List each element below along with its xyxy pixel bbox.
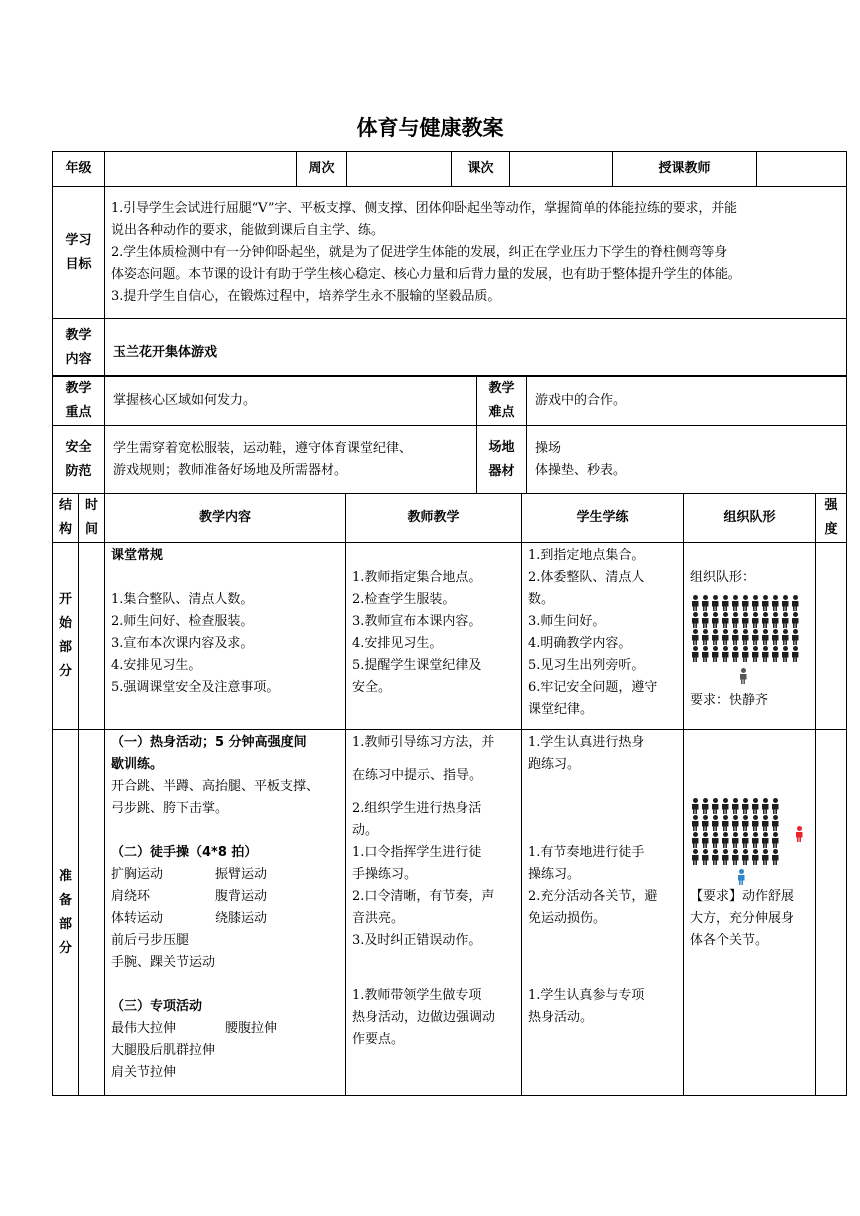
person-icon	[771, 849, 780, 865]
person-icon	[781, 646, 790, 662]
section-start-label: 开 始 部 分	[53, 543, 79, 730]
person-icon-red	[795, 826, 804, 842]
formation-diagram-start	[690, 595, 809, 684]
person-icon	[771, 629, 780, 645]
goals-label: 学习 目标	[53, 187, 105, 319]
special-title: （三）专项活动	[111, 999, 203, 1014]
person-icon	[701, 629, 710, 645]
week-label: 周次	[297, 152, 347, 187]
difficulty-label: 教学 难点	[477, 376, 527, 426]
person-icon	[751, 629, 760, 645]
person-icon	[711, 849, 720, 865]
grade-value	[105, 152, 297, 187]
person-icon	[741, 595, 750, 611]
person-icon	[761, 646, 770, 662]
person-icon	[711, 798, 720, 814]
person-icon	[761, 849, 770, 865]
venue-text: 操场 体操垫、秒表。	[527, 426, 847, 494]
person-icon	[761, 798, 770, 814]
person-icon	[721, 798, 730, 814]
person-icon	[711, 815, 720, 831]
start-content-item: 2.师生问好、检查服装。	[111, 614, 254, 629]
safety-label: 安全 防范	[53, 426, 105, 494]
person-icon	[771, 815, 780, 831]
person-icon	[691, 629, 700, 645]
key-value: 掌握核心区域如何发力。	[105, 376, 477, 426]
start-content-item: 1.集合整队、清点人数。	[111, 592, 254, 607]
person-icon	[771, 798, 780, 814]
person-icon	[741, 612, 750, 628]
goals-text	[105, 187, 847, 319]
person-icon	[721, 612, 730, 628]
person-icon	[741, 849, 750, 865]
section-start-time	[79, 543, 105, 730]
person-icon	[761, 595, 770, 611]
goal-line: 1.引导学生会试进行屈腿“V”字、平板支撑、侧支撑、团体仰卧起坐等动作，掌握简单的体能拉练的要求，并能	[111, 200, 737, 216]
person-icon	[691, 595, 700, 611]
lesson-label: 课次	[452, 152, 510, 187]
person-icon	[741, 832, 750, 848]
col-intensity: 强 度	[816, 494, 847, 543]
start-teacher: 1.教师指定集合地点。 2.检查学生服装。 3.教师宣布本课内容。 4.安排见习生。 5.提醒学生课堂纪律及 安全。	[346, 543, 522, 730]
person-icon	[701, 849, 710, 865]
person-icon	[741, 646, 750, 662]
person-icon	[781, 629, 790, 645]
person-icon	[711, 646, 720, 662]
person-icon	[721, 849, 730, 865]
col-structure: 结 构	[53, 494, 79, 543]
section-prep-label: 准 备 部 分	[53, 730, 79, 1096]
person-icon	[691, 832, 700, 848]
week-value	[347, 152, 452, 187]
person-icon	[751, 815, 760, 831]
person-icon	[751, 832, 760, 848]
goal-line: 2.学生体质检测中有一分钟仰卧起坐，就是为了促进学生体能的发展，纠正在学业压力下学生的脊柱侧弯等身	[111, 244, 728, 260]
person-icon	[701, 612, 710, 628]
person-icon	[731, 815, 740, 831]
person-icon	[731, 849, 740, 865]
person-icon	[691, 798, 700, 814]
prep-teacher: 1.教师引导练习方法，并 在练习中提示、指导。 2.组织学生进行热身活 动。 1.口令指挥学生进行徒 手操练习。 2.口令清晰，有节奏，声 音洪亮。 3.及时纠正错误动作。 1.教师带领学生做专项 热身活动，边做边强调动 作要点。	[346, 730, 522, 1096]
person-icon	[761, 612, 770, 628]
person-icon	[721, 832, 730, 848]
person-icon	[781, 595, 790, 611]
key-table	[52, 375, 847, 494]
teacher-person-icon	[737, 869, 746, 885]
goal-line: 说出各种动作的要求，能做到课后自主学、练。	[111, 222, 385, 238]
person-icon	[721, 646, 730, 662]
person-icon	[751, 612, 760, 628]
prep-student: 1.学生认真进行热身 跑练习。 1.有节奏地进行徒手 操练习。 2.充分活动各关节，避 免运动损伤。 1.学生认真参与专项 热身活动。	[522, 730, 684, 1096]
person-icon	[711, 595, 720, 611]
difficulty-value: 游戏中的合作。	[527, 376, 847, 426]
person-icon	[771, 612, 780, 628]
person-icon	[771, 595, 780, 611]
person-icon	[791, 629, 800, 645]
venue-label: 场地 器材	[477, 426, 527, 494]
teacher-value	[757, 152, 847, 187]
col-student: 学生学练	[522, 494, 684, 543]
content-label: 教学 内容	[53, 319, 105, 377]
start-student: 1.到指定地点集合。 2.体委整队、清点人 数。 3.师生问好。 4.明确教学内容。 5.见习生出列旁听。 6.牢记安全问题，遵守 课堂纪律。	[522, 543, 684, 730]
person-icon	[691, 612, 700, 628]
person-icon	[791, 595, 800, 611]
person-icon	[721, 629, 730, 645]
person-icon	[741, 629, 750, 645]
person-icon	[721, 815, 730, 831]
person-icon	[711, 629, 720, 645]
teacher-person-icon	[739, 668, 748, 684]
person-icon	[731, 595, 740, 611]
formation-title: 组织队形：	[690, 570, 756, 585]
person-icon	[691, 646, 700, 662]
person-icon	[791, 646, 800, 662]
person-icon	[771, 646, 780, 662]
goal-line: 体姿态问题。本节课的设计有助于学生核心稳定、核心力量和后背力量的发展，也有助于整体提升学生的体能。	[111, 266, 741, 282]
person-icon	[761, 815, 770, 831]
person-icon	[731, 612, 740, 628]
safety-text: 学生需穿着宽松服装，运动鞋，遵守体育课堂纪律、 游戏规则；教师准备好场地及所需器材。	[105, 426, 477, 494]
person-icon	[701, 798, 710, 814]
person-icon	[731, 646, 740, 662]
person-icon	[701, 815, 710, 831]
start-intensity	[816, 543, 847, 730]
person-icon	[731, 798, 740, 814]
start-formation	[684, 543, 816, 730]
prep-content: （一）热身活动；5 分钟高强度间 歇训练。 开合跳、半蹲、高抬腿、平板支撑、 弓步跳、胯下击掌。 （二）徒手操（4*8 拍） 扩胸运动 振臂运动 肩绕环 腹背运动 体转运动 绕膝运动 前后弓步压腿 手腕、踝关节运动 （三）专项活动 最伟大拉伸 腰腹拉伸 大腿股后肌群拉伸 肩关节拉伸	[105, 730, 346, 1096]
col-content: 教学内容	[105, 494, 346, 543]
person-icon	[711, 612, 720, 628]
teacher-label: 授课教师	[613, 152, 757, 187]
formation-diagram-prep	[690, 798, 809, 885]
person-icon	[791, 612, 800, 628]
person-icon	[761, 629, 770, 645]
start-content-item: 5.强调课堂安全及注意事项。	[111, 680, 280, 695]
person-icon	[701, 595, 710, 611]
warmup-title: （一）热身活动；5 分钟高强度间	[111, 735, 307, 750]
start-content-title: 课堂常规	[111, 548, 164, 563]
person-icon	[731, 832, 740, 848]
freehand-title: （二）徒手操（4*8 拍）	[111, 845, 258, 860]
person-icon	[751, 595, 760, 611]
warmup-title-cont: 歇训练。	[111, 757, 164, 772]
person-icon	[731, 629, 740, 645]
procedure-table	[52, 493, 847, 1096]
person-icon	[771, 832, 780, 848]
lesson-value	[510, 152, 613, 187]
person-icon	[751, 798, 760, 814]
person-icon	[741, 815, 750, 831]
person-icon	[781, 612, 790, 628]
person-icon	[741, 798, 750, 814]
person-icon	[691, 815, 700, 831]
person-icon	[691, 849, 700, 865]
person-icon	[761, 832, 770, 848]
goal-line: 3.提升学生自信心，在锻炼过程中，培养学生永不服输的坚毅品质。	[111, 288, 501, 304]
start-content	[105, 543, 346, 730]
section-prep-time	[79, 730, 105, 1096]
person-icon	[711, 832, 720, 848]
col-time: 时 间	[79, 494, 105, 543]
person-icon	[701, 646, 710, 662]
prep-formation-req: 【要求】动作舒展	[690, 889, 795, 904]
content-value: 玉兰花开集体游戏	[105, 319, 847, 377]
grade-label: 年级	[53, 152, 105, 187]
col-teacher: 教师教学	[346, 494, 522, 543]
person-icon	[751, 849, 760, 865]
start-content-item: 3.宣布本次课内容及求。	[111, 636, 254, 651]
prep-formation: 【要求】动作舒展 大方，充分伸展身 体各个关节。	[684, 730, 816, 1096]
col-formation: 组织队形	[684, 494, 816, 543]
person-icon	[701, 832, 710, 848]
key-label: 教学 重点	[53, 376, 105, 426]
page-title: 体育与健康教案	[356, 116, 504, 140]
start-content-item: 4.安排见习生。	[111, 658, 202, 673]
prep-intensity	[816, 730, 847, 1096]
person-icon	[721, 595, 730, 611]
info-table	[52, 151, 847, 377]
formation-requirement: 要求：快静齐	[690, 693, 769, 708]
person-icon	[751, 646, 760, 662]
